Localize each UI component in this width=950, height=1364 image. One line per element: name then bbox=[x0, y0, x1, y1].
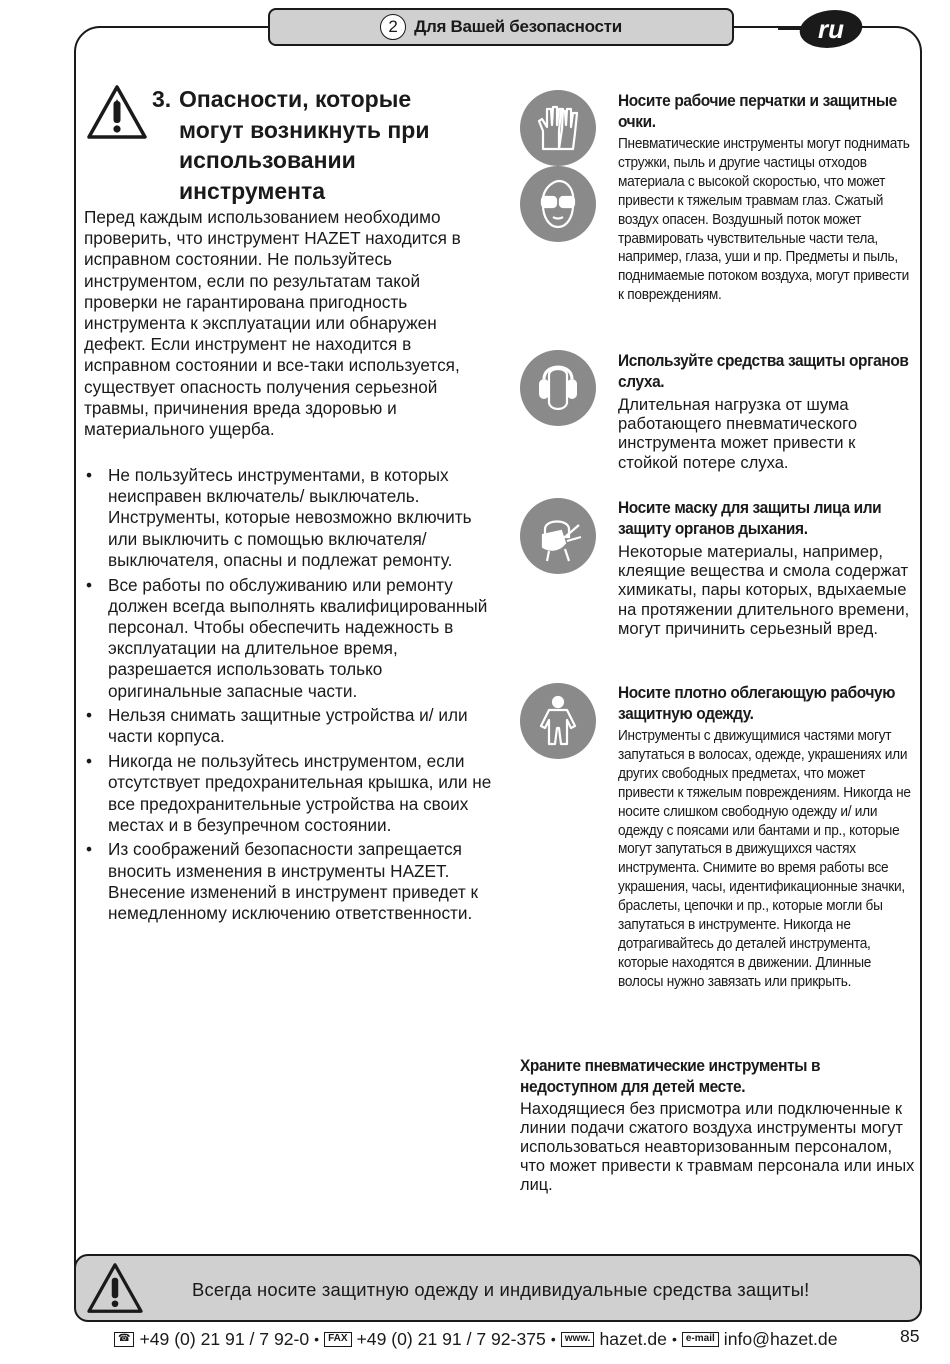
section-header-tab bbox=[268, 8, 734, 46]
email-link[interactable]: info@hazet.de bbox=[723, 1328, 838, 1349]
section-title-line: использовании bbox=[179, 147, 356, 173]
bullet-marker: • bbox=[86, 839, 93, 860]
protection-title: Носите рабочие перчатки и защитные очки. bbox=[618, 91, 897, 131]
fax-number: +49 (0) 21 91 / 7 92-375 bbox=[356, 1328, 546, 1349]
bullet-marker: • bbox=[86, 574, 93, 595]
protection-text: Некоторые материалы, например, клеящие вещества и смола содержат химикаты, пары которых, вдыхаемые на протяжении длительного времени, могут причинить серьезный вред. bbox=[618, 542, 910, 638]
storage-block bbox=[520, 1055, 920, 1195]
list-item-text: Никогда не пользуйтесь инструментом, если отсутствует предохранительная крышка, или не все предохранительные устройства на своих местах и в безупречном состоянии. bbox=[108, 751, 492, 835]
respirator-icon bbox=[520, 498, 596, 574]
protection-title: Носите маску для защиты лица или защиту органов дыхания. bbox=[618, 498, 882, 538]
section-number-circle: 2 bbox=[380, 14, 406, 40]
goggles-icon bbox=[520, 166, 596, 242]
protection-text: Инструменты с движущимися частями могут запутаться в волосах, одежде, украшениях или других свободных предметах, что может привести к тяжелым повреждениям. Никогда не носите слишком свободную одежду и/ или одежду с поясами или бантами и пр., которые могут запутаться в движущихся частях инструмента. Снимите во время работы все украшения, часы, идентификационные значки, браслеты, цепочки и пр., которые могли бы запутаться в инструменте. Никогда не дотрагивайтесь до деталей инструмента, которые находятся в движении. Длинные волосы нужно завязать или прикрыть. bbox=[618, 727, 911, 990]
separator: • bbox=[314, 1331, 320, 1347]
email-label: e-mail bbox=[682, 1332, 719, 1347]
language-badge-label: ru bbox=[818, 14, 844, 44]
hearing-protection-block bbox=[618, 350, 916, 472]
bullet-marker: • bbox=[86, 465, 93, 485]
list-item bbox=[84, 705, 494, 747]
section-title bbox=[152, 84, 492, 206]
section-title-line: Опасности, которые bbox=[179, 86, 412, 112]
separator: • bbox=[550, 1331, 556, 1347]
list-item-text: Нельзя снимать защитные устройства и/ или части корпуса. bbox=[108, 705, 468, 747]
list-item bbox=[84, 575, 494, 702]
section-title-line: инструмента bbox=[179, 177, 326, 204]
section-title-number: 3. bbox=[152, 86, 172, 112]
section-intro-paragraph: Перед каждым использованием необходимо проверить, что инструмент HAZET находится в исправном состоянии. Не пользуйтесь инструментом, если по результатам такой проверки не гарантирована пригодность инструмента к эксплуатации или обнаружен дефект. Если инструмент не находится в исправном состоянии и все-таки используется, существует опасность получения серьезной травмы, причинения вреда здоровью и материального ущерба. bbox=[84, 207, 461, 440]
fax-label: FAX bbox=[324, 1332, 351, 1347]
protection-title: Носите плотно облегающую рабочую защитную одежду. bbox=[618, 683, 896, 723]
page-number: 85 bbox=[900, 1326, 920, 1346]
list-item bbox=[84, 465, 494, 571]
gloves-icon bbox=[520, 90, 596, 166]
storage-title: Храните пневматические инструменты в недоступном для детей месте. bbox=[520, 1056, 821, 1096]
phone-icon: ☎ bbox=[114, 1332, 134, 1347]
gloves-goggles-block bbox=[618, 90, 916, 305]
section-header-title: Для Вашей безопасности bbox=[414, 17, 622, 36]
protection-text: Пневматические инструменты могут поднимать стружки, пыль и другие частицы отходов материала с высокой скоростью, что может привести к тяжелым травмам глаз. Сжатый воздух опасен. Воздушный поток может травмировать чувствительные части тела, например, глаза, уши и пр. Предметы и пыль, поднимаемые потоком воздуха, могут привести к повреждениям. bbox=[618, 135, 910, 304]
hazard-bullet-list bbox=[84, 465, 494, 928]
protection-title: Используйте средства защиты органов слуха. bbox=[618, 351, 909, 391]
warning-triangle-icon bbox=[86, 84, 148, 140]
respiratory-protection-block bbox=[618, 497, 916, 638]
list-item-text: Не пользуйтесь инструментами, в которых неисправен включатель/ выключатель. Инструменты, которые невозможно включить или выключить с помощью включателя/выключателя, опасны и подлежат ремонту. bbox=[108, 465, 472, 570]
bullet-marker: • bbox=[86, 751, 93, 772]
storage-text: Находящиеся без присмотра или подключенные к линии подачи сжатого воздуха инструменты могут использоваться неавторизованным персоналом, что может привести к травмам персонала или иных лиц. bbox=[520, 1100, 915, 1194]
contact-line bbox=[114, 1326, 838, 1352]
list-item-text: Все работы по обслуживанию или ремонту должен всегда выполнять квалифицированный персонал. Чтобы обеспечить надежность в эксплуатации на длительное время, разрешается использовать только оригинальные запасные части. bbox=[108, 574, 488, 701]
protective-clothing-icon bbox=[520, 683, 596, 759]
list-item bbox=[84, 751, 494, 836]
list-item bbox=[84, 839, 494, 924]
protective-clothing-block bbox=[618, 682, 916, 992]
phone-number: +49 (0) 21 91 / 7 92-0 bbox=[139, 1328, 310, 1349]
bullet-marker: • bbox=[86, 705, 93, 726]
website-link[interactable]: hazet.de bbox=[599, 1328, 667, 1349]
web-label: www. bbox=[561, 1332, 595, 1347]
protection-text: Длительная нагрузка от шума работающего пневматического инструмента может привести к стойкой потере слуха. bbox=[618, 395, 858, 472]
ear-protection-icon bbox=[520, 350, 596, 426]
separator: • bbox=[671, 1331, 677, 1347]
list-item-text: Из соображений безопасности запрещается вносить изменения в инструменты HAZET. Внесение изменений в инструмент приведет к немедленному исключению ответственности. bbox=[108, 839, 478, 924]
warning-triangle-icon bbox=[86, 1262, 144, 1314]
section-title-line: могут возникнуть при bbox=[179, 116, 430, 143]
footer-warning-text: Всегда носите защитную одежду и индивидуальные средства защиты! bbox=[192, 1279, 810, 1300]
